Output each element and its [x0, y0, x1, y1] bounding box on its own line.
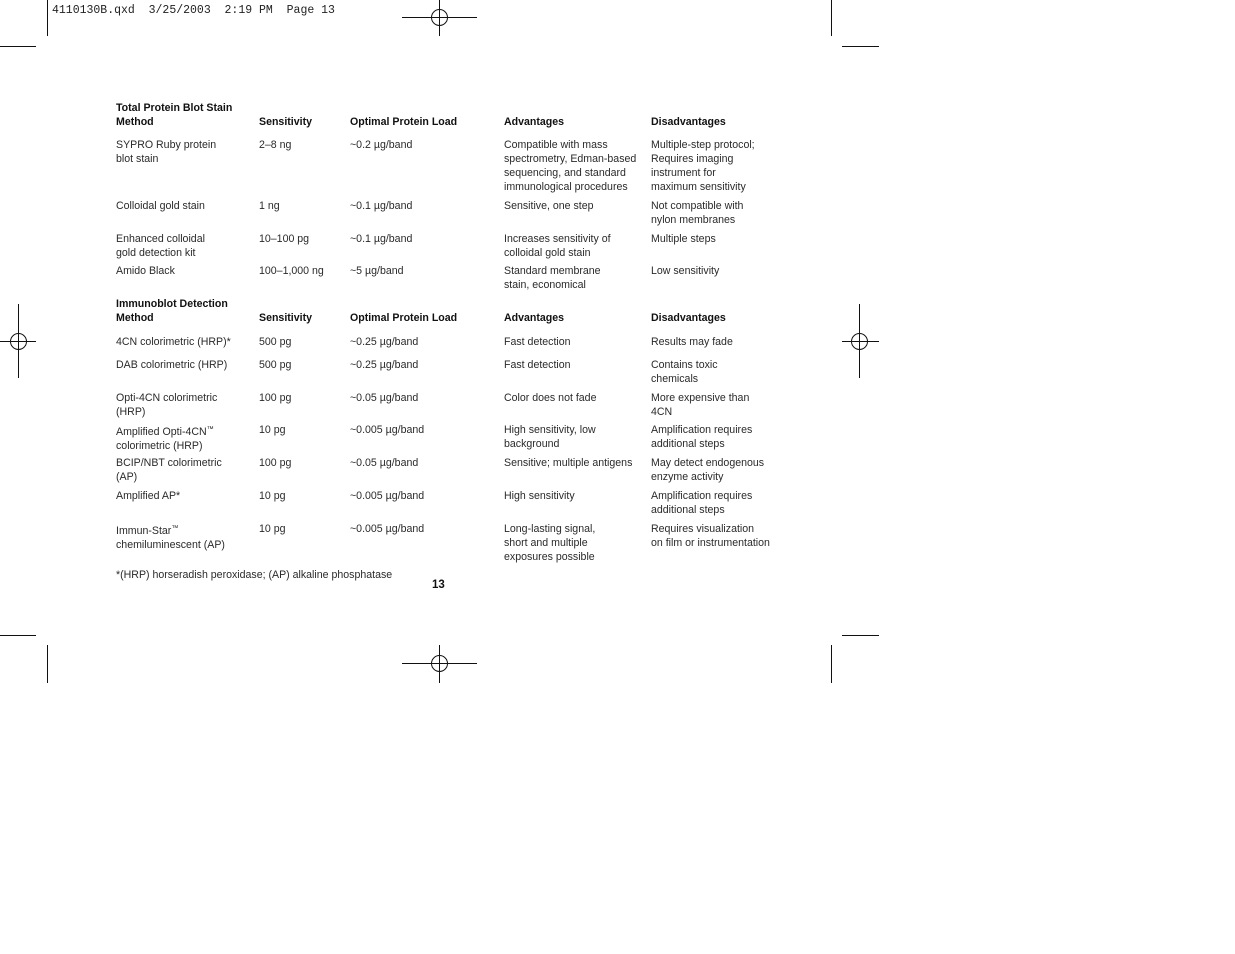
table2-cell-method: 4CN colorimetric (HRP)* [116, 336, 231, 348]
table2-cell-sensitivity: 10 pg [259, 424, 286, 436]
table2-cell-sensitivity: 10 pg [259, 490, 286, 502]
table1-cell-advantages: Sensitive, one step [504, 200, 594, 212]
reg-mark-left-circle [10, 333, 27, 350]
file-slug: 4110130B.qxd 3/25/2003 2:19 PM Page 13 [52, 4, 335, 17]
crop-mark-bottom-right-v [831, 645, 832, 683]
table2-header-method: Immunoblot Detection Method [116, 298, 228, 324]
table2-cell-method: Opti-4CN colorimetric (HRP) [116, 392, 218, 418]
table1-cell-advantages: Compatible with mass spectrometry, Edman-based sequencing, and standard immunological procedures [504, 139, 637, 193]
crop-mark-top-left-v [47, 0, 48, 36]
table1-cell-method: Enhanced colloidal gold detection kit [116, 233, 205, 259]
footnote: *(HRP) horseradish peroxidase; (AP) alkaline phosphatase [116, 569, 393, 581]
table2-cell-method: Amplified Opti-4CN™ colorimetric (HRP) [116, 426, 214, 452]
table1-cell-sensitivity: 1 ng [259, 200, 280, 212]
table1-cell-sensitivity: 100–1,000 ng [259, 265, 324, 277]
table1-cell-load: ~5 µg/band [350, 265, 404, 277]
table2-cell-advantages: Sensitive; multiple antigens [504, 457, 633, 469]
table2-cell-load: ~0.25 µg/band [350, 359, 419, 371]
table2-cell-sensitivity: 10 pg [259, 523, 286, 535]
table2-cell-disadvantages: Amplification requires additional steps [651, 424, 753, 450]
table1-cell-method: Colloidal gold stain [116, 200, 205, 212]
crop-mark-top-left-h [0, 46, 36, 47]
table2-header-sensitivity: Sensitivity [259, 312, 312, 324]
table1-cell-sensitivity: 2–8 ng [259, 139, 292, 151]
table2-cell-advantages: Color does not fade [504, 392, 597, 404]
table1-cell-load: ~0.1 µg/band [350, 233, 413, 245]
table1-cell-sensitivity: 10–100 pg [259, 233, 310, 245]
table1-header-sensitivity: Sensitivity [259, 116, 312, 128]
table2-cell-disadvantages: Contains toxic chemicals [651, 359, 718, 385]
table1-header-load: Optimal Protein Load [350, 116, 458, 128]
table2-cell-disadvantages: May detect endogenous enzyme activity [651, 457, 765, 483]
table2-cell-load: ~0.05 µg/band [350, 392, 419, 404]
table1-cell-advantages: Increases sensitivity of colloidal gold stain [504, 233, 611, 259]
table2-cell-load: ~0.005 µg/band [350, 523, 425, 535]
table1-cell-disadvantages: Multiple-step protocol; Requires imaging instrument for maximum sensitivity [651, 139, 755, 193]
table1-header-advantages: Advantages [504, 116, 565, 128]
table1-cell-disadvantages: Not compatible with nylon membranes [651, 200, 744, 226]
reg-mark-bottom-circle [431, 655, 448, 672]
page-number: 13 [432, 579, 445, 591]
table1-cell-advantages: Standard membrane stain, economical [504, 265, 601, 291]
crop-mark-top-right-h [842, 46, 879, 47]
table2-cell-disadvantages: Requires visualization on film or instrumentation [651, 523, 770, 549]
table2-cell-advantages: High sensitivity [504, 490, 575, 502]
table1-cell-method: SYPRO Ruby protein blot stain [116, 139, 217, 165]
crop-mark-top-right-v [831, 0, 832, 36]
table2-cell-sensitivity: 100 pg [259, 457, 292, 469]
reg-mark-top-circle [431, 9, 448, 26]
table2-cell-method: Amplified AP* [116, 490, 181, 502]
table1-cell-load: ~0.2 µg/band [350, 139, 413, 151]
crop-mark-bottom-left-v [47, 645, 48, 683]
table1-cell-disadvantages: Low sensitivity [651, 265, 720, 277]
table2-header-load: Optimal Protein Load [350, 312, 458, 324]
table2-cell-load: ~0.25 µg/band [350, 336, 419, 348]
table1-cell-method: Amido Black [116, 265, 175, 277]
crop-mark-bottom-left-h [0, 635, 36, 636]
table2-cell-disadvantages: Amplification requires additional steps [651, 490, 753, 516]
table2-header-disadvantages: Disadvantages [651, 312, 726, 324]
table1-cell-load: ~0.1 µg/band [350, 200, 413, 212]
table2-cell-method: Immun-Star™ chemiluminescent (AP) [116, 525, 225, 551]
table2-cell-advantages: Long-lasting signal, short and multiple exposures possible [504, 523, 596, 563]
table2-cell-disadvantages: More expensive than 4CN [651, 392, 750, 418]
table2-cell-advantages: High sensitivity, low background [504, 424, 596, 450]
table2-cell-method: BCIP/NBT colorimetric (AP) [116, 457, 222, 483]
table1-header-disadvantages: Disadvantages [651, 116, 726, 128]
table2-cell-disadvantages: Results may fade [651, 336, 733, 348]
table2-cell-sensitivity: 500 pg [259, 359, 292, 371]
table2-header-advantages: Advantages [504, 312, 565, 324]
table1-header-method: Total Protein Blot Stain Method [116, 102, 233, 128]
table1-cell-disadvantages: Multiple steps [651, 233, 716, 245]
table2-cell-advantages: Fast detection [504, 359, 571, 371]
table2-cell-load: ~0.005 µg/band [350, 424, 425, 436]
table2-cell-load: ~0.05 µg/band [350, 457, 419, 469]
crop-mark-bottom-right-h [842, 635, 879, 636]
reg-mark-right-circle [851, 333, 868, 350]
table2-cell-advantages: Fast detection [504, 336, 571, 348]
table2-cell-load: ~0.005 µg/band [350, 490, 425, 502]
table2-cell-sensitivity: 500 pg [259, 336, 292, 348]
table2-cell-sensitivity: 100 pg [259, 392, 292, 404]
table2-cell-method: DAB colorimetric (HRP) [116, 359, 228, 371]
